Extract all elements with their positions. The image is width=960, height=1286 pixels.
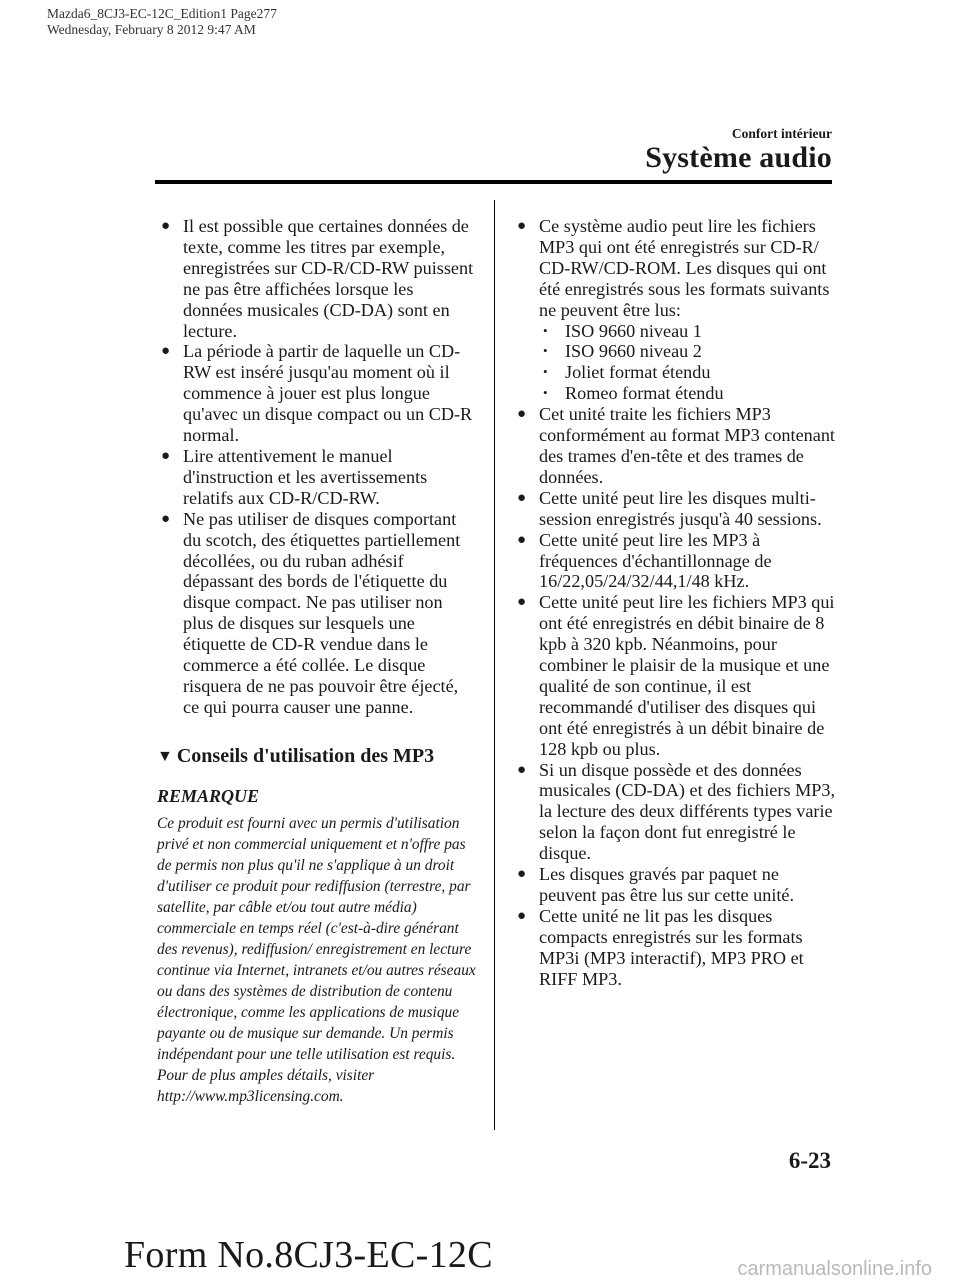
- bullet-icon: ●: [517, 761, 527, 778]
- sub-list-item-text: ISO 9660 niveau 2: [565, 341, 702, 362]
- small-bullet-icon: •: [543, 385, 548, 401]
- list-item: [513, 488, 838, 530]
- sub-list-item-text: Joliet format étendu: [565, 362, 711, 383]
- list-item-text: La période à partir de laquelle un CD-RW est inséré jusqu'au moment où il commence à jouer est plus longue qu'avec un disque compact ou un CD-R normal.: [183, 341, 473, 446]
- left-bullet-list: [157, 216, 477, 718]
- list-item-text: Ne pas utiliser de disques comportant du scotch, des étiquettes partiellement décollées, ou du ruban adhésif dépassant des bords de l'étiquette du disque compact. Ne pas utiliser non plus de disques sur lesquels une étiquette de CD-R vendue dans le commerce a été collée. Le disque risquera de ne pas pouvoir être éjecté, ce qui pourra causer une panne.: [183, 508, 461, 717]
- list-item-text: Les disques gravés par paquet ne peuvent pas être lus sur cette unité.: [539, 864, 795, 905]
- mp3-tips-heading-text: Conseils d'utilisation des MP3: [176, 744, 435, 767]
- list-item-text: Lire attentivement le manuel d'instruction et les avertissements relatifs aux CD-R/CD-RW.: [183, 445, 428, 508]
- list-item: [513, 760, 838, 865]
- list-item-text: Il est possible que certaines données de texte, comme les titres par exemple, enregistrées sur CD-R/CD-RW puissent ne pas être affichées lorsque les données musicales (CD-DA) sont en lecture.: [183, 216, 474, 341]
- list-item: [513, 216, 838, 404]
- bullet-icon: ●: [517, 218, 527, 234]
- right-column: [513, 216, 838, 990]
- list-item-text: Cette unité peut lire les MP3 à fréquences d'échantillonnage de 16/22,05/24/32/44,1/48 kHz.: [539, 529, 772, 592]
- list-item: [157, 216, 477, 341]
- bullet-icon: ●: [161, 218, 171, 234]
- sub-list-item: [539, 321, 838, 342]
- section-kicker: Confort intérieur: [731, 126, 832, 141]
- mp3-tips-heading: [157, 746, 477, 768]
- bullet-icon: ●: [517, 907, 527, 924]
- list-item: [513, 592, 838, 759]
- list-item-text: Si un disque possède et des données musicales (CD-DA) et des fichiers MP3, la lecture des deux différents types varie selon la façon dont fut enregistré le disque.: [539, 759, 835, 864]
- small-bullet-icon: •: [543, 343, 548, 359]
- bullet-icon: ●: [517, 489, 527, 506]
- list-item-text: Ce système audio peut lire les fichiers MP3 qui ont été enregistrés sur CD-R/ CD-RW/CD-ROM. Les disques qui ont été enregistrés sous les formats suivants ne peuvent être lus:: [539, 216, 830, 320]
- list-item: [157, 446, 477, 509]
- header-rule: [155, 180, 832, 184]
- left-column: [157, 216, 477, 1107]
- note-text: Ce produit est fourni avec un permis d'utilisation privé et non commercial uniquement et n'offre pas de permis non plus qu'il ne s'applique à un droit d'utiliser ce produit pour rediffusion (terrestre, par satellite, par câble et/ou tout autre média) commerciale en temps réel (c'est-à-dire générant des revenus), rediffusion/ enregistrement en lecture continue via Internet, intranets et/ou autres réseaux ou dans des systèmes de distribution de contenu électronique, comme les applications de musique payante ou de musique sur demande. Un permis indépendant pour une telle utilisation est requis. Pour de plus amples détails, visiter http://www.mp3licensing.com.: [157, 814, 476, 1105]
- list-item: [157, 509, 477, 718]
- list-item: [513, 864, 838, 906]
- print-header: [47, 6, 277, 38]
- sub-list-item: [539, 362, 838, 383]
- list-item: [513, 906, 838, 990]
- sub-list-item-text: Romeo format étendu: [565, 383, 724, 404]
- page-number: 6-23: [788, 1148, 831, 1173]
- bullet-icon: ●: [161, 510, 171, 527]
- small-bullet-icon: •: [543, 364, 548, 380]
- bullet-icon: ●: [517, 531, 527, 548]
- list-item-text: Cette unité peut lire les fichiers MP3 qui ont été enregistrés en débit binaire de 8 kpb à 320 kpb. Néanmoins, pour combiner le plaisir de la musique et une qualité de son continue, il est recommandé d'utiliser des disques qui ont été enregistrés à un débit binaire de 128 kpb ou plus.: [539, 592, 835, 759]
- list-item: [513, 404, 838, 488]
- list-item-text: Cette unité ne lit pas les disques compacts enregistrés sur les formats MP3i (MP3 interactif), MP3 PRO et RIFF MP3.: [539, 905, 804, 989]
- list-item-text: Cet unité traite les fichiers MP3 conformément au format MP3 contenant des trames d'en-tête et des trames de données.: [539, 404, 835, 487]
- list-item-text: Cette unité peut lire les disques multi-session enregistrés jusqu'à 40 sessions.: [539, 487, 822, 529]
- page-title: Système audio: [645, 141, 832, 174]
- sub-list-item-text: ISO 9660 niveau 1: [565, 320, 702, 341]
- bullet-icon: ●: [161, 343, 171, 360]
- right-bullet-list: [513, 216, 838, 990]
- small-bullet-icon: •: [543, 322, 548, 338]
- form-number: Form No.8CJ3-EC-12C: [124, 1234, 493, 1276]
- list-item: [157, 341, 477, 446]
- bullet-icon: ●: [517, 866, 527, 883]
- triangle-down-icon: ▼: [157, 747, 173, 765]
- bullet-icon: ●: [517, 406, 527, 423]
- note-title: REMARQUE: [157, 785, 260, 806]
- print-header-file: Mazda6_8CJ3-EC-12C_Edition1 Page277: [47, 6, 277, 21]
- watermark: carmanualsonline.info: [737, 1258, 932, 1280]
- print-header-date: Wednesday, February 8 2012 9:47 AM: [47, 22, 256, 37]
- sub-list-item: [539, 383, 838, 404]
- sub-list-item: [539, 341, 838, 362]
- unsupported-formats-list: [539, 321, 838, 405]
- list-item: [513, 530, 838, 593]
- column-divider: [494, 200, 495, 1130]
- bullet-icon: ●: [517, 594, 527, 611]
- bullet-icon: ●: [161, 447, 171, 464]
